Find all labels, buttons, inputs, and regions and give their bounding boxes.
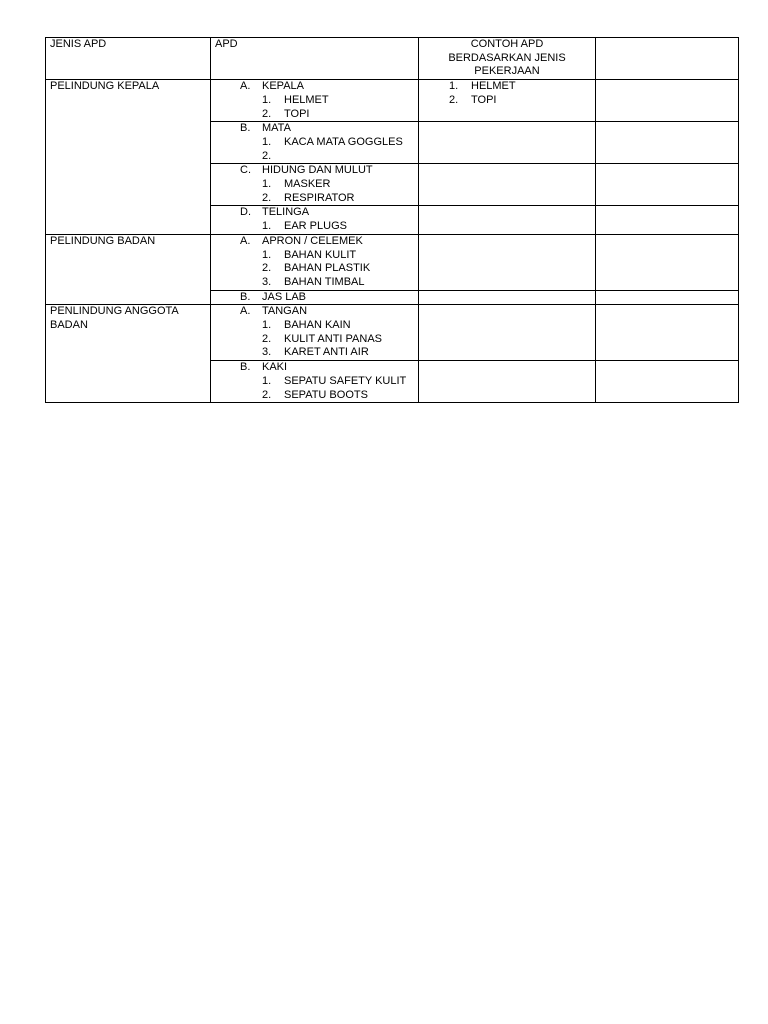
extra-cell [596,305,739,361]
table-row [46,305,739,361]
group-pelindung-anggota-badan [46,305,211,403]
header-jenis-apd [46,38,211,80]
section-heading [215,235,414,249]
section-title: TANGAN [262,305,308,318]
contoh-cell [419,164,596,206]
group-pelindung-kepala [46,80,211,235]
apd-section-telinga [211,206,419,234]
section-title: KAKI [262,361,288,374]
header-extra [596,38,739,80]
list-item [215,333,414,347]
item-number: 3. [262,346,272,359]
apd-table [45,37,739,403]
item-number: 2. [262,388,272,401]
section-heading [215,80,414,94]
item-number: 1. [262,93,272,106]
group-name-line-1: PENLINDUNG ANGGOTA [50,305,179,318]
header-apd-text: APD [215,38,238,50]
extra-cell [596,234,739,290]
contoh-kepala [419,80,596,122]
item-number: 2. [262,149,272,162]
section-title: JAS LAB [262,290,307,303]
list-item [215,319,414,333]
item-text: KARET ANTI AIR [284,346,369,359]
section-letter: C. [240,164,251,177]
header-contoh-line-1: CONTOH APD [470,38,544,50]
table-row [46,80,739,122]
example-item [423,80,591,94]
list-item [215,276,414,290]
group-name: PELINDUNG KEPALA [50,80,160,93]
list-item [215,178,414,192]
section-title: TELINGA [262,206,310,219]
contoh-cell [419,206,596,234]
group-name: PELINDUNG BADAN [50,234,156,247]
item-number: 1. [262,248,272,261]
item-text: KACA MATA GOGGLES [284,135,403,148]
section-title: MATA [262,122,291,135]
apd-section-apron [211,234,419,290]
header-jenis-apd-text: JENIS APD [50,38,107,50]
item-text: BAHAN PLASTIK [284,262,371,275]
section-heading [215,305,414,319]
example-text: HELMET [471,80,516,93]
section-heading [215,164,414,178]
item-text: SEPATU SAFETY KULIT [284,374,407,387]
section-title: HIDUNG DAN MULUT [262,164,373,177]
extra-cell [596,290,739,305]
section-heading [215,122,414,136]
extra-cell [596,80,739,122]
contoh-cell [419,305,596,361]
section-title: KEPALA [262,80,304,93]
group-name-line-2: BADAN [50,319,88,332]
extra-cell [596,361,739,403]
section-letter: B. [240,290,251,303]
contoh-cell [419,122,596,164]
list-item [215,136,414,150]
apd-section-tangan [211,305,419,361]
extra-cell [596,122,739,164]
header-contoh-line-2: BERDASARKAN JENIS [448,51,566,64]
extra-cell [596,206,739,234]
list-item [215,108,414,122]
list-item [215,262,414,276]
list-item [215,94,414,108]
item-number: 1. [262,178,272,191]
list-item [215,220,414,234]
item-number: 2. [262,107,272,120]
item-number: 1. [262,319,272,332]
apd-section-mata [211,122,419,164]
header-contoh-line-3: PEKERJAAN [474,65,540,78]
apd-section-hidung-dan-mulut [211,164,419,206]
item-number: 3. [262,275,272,288]
item-text: RESPIRATOR [284,191,355,204]
list-item [215,249,414,263]
item-text: TOPI [284,107,310,120]
section-letter: D. [240,206,251,219]
apd-section-kepala [211,80,419,122]
item-text: KULIT ANTI PANAS [284,332,383,345]
extra-cell [596,164,739,206]
list-item [215,150,414,164]
list-item [215,375,414,389]
item-number: 1. [262,135,272,148]
header-apd [211,38,419,80]
item-text: EAR PLUGS [284,220,347,233]
list-item [215,389,414,403]
section-heading [215,361,414,375]
item-text: SEPATU BOOTS [284,388,368,401]
apd-section-jas-lab [211,290,419,305]
table-header-row [46,38,739,80]
section-heading [215,206,414,220]
list-item [215,192,414,206]
section-letter: A. [240,305,251,318]
item-number: 1. [262,374,272,387]
item-number: 2. [262,262,272,275]
section-letter: B. [240,122,251,135]
item-text: BAHAN KULIT [284,248,357,261]
section-letter: A. [240,80,251,93]
example-number: 2. [449,93,459,106]
item-text: HELMET [284,93,329,106]
group-pelindung-badan [46,234,211,305]
example-number: 1. [449,80,459,93]
list-item [215,346,414,360]
contoh-cell [419,234,596,290]
section-heading [215,291,414,305]
item-number: 1. [262,220,272,233]
contoh-cell [419,361,596,403]
item-text: BAHAN KAIN [284,319,351,332]
table-row [46,234,739,290]
apd-section-kaki [211,361,419,403]
contoh-cell [419,290,596,305]
section-letter: A. [240,234,251,247]
item-text: BAHAN TIMBAL [284,275,365,288]
section-letter: B. [240,361,251,374]
item-number: 2. [262,332,272,345]
example-item [423,94,591,108]
header-contoh-apd [419,38,596,80]
example-text: TOPI [471,93,497,106]
item-text: MASKER [284,178,331,191]
item-number: 2. [262,191,272,204]
section-title: APRON / CELEMEK [262,234,363,247]
